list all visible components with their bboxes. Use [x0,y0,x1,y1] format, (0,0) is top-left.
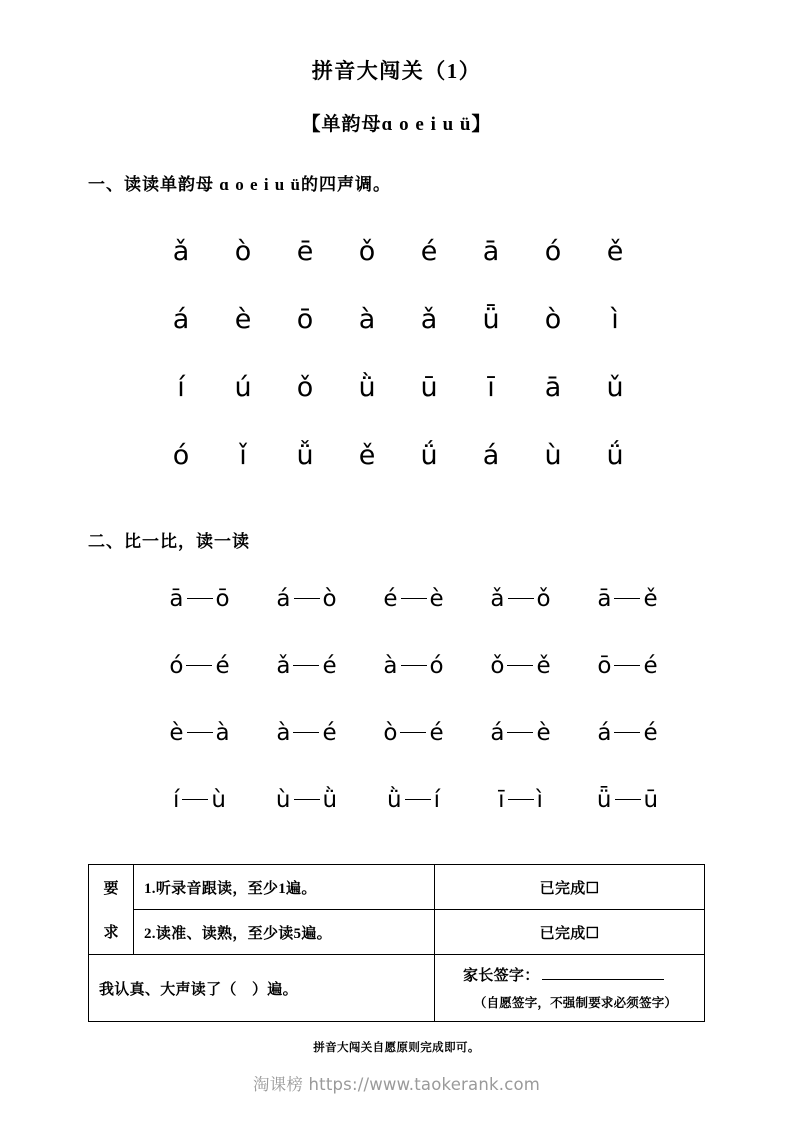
pair-right: é [429,720,444,746]
pair-left: ǎ [490,586,505,612]
pair-right: à [215,720,230,746]
pair-left: ò [383,720,398,746]
pair-left: ō [597,653,612,679]
dash-icon [294,598,320,600]
tone-cell: ǐ [239,439,247,471]
pair-left: à [383,653,398,679]
dash-icon [401,665,427,667]
tone-cell: é [420,235,438,267]
tone-cell: ǔ [606,371,624,403]
pair-row [146,700,793,767]
dash-icon [182,799,208,801]
pair-right: è [429,586,444,612]
pair-left: à [276,720,291,746]
dash-icon [615,799,641,801]
watermark: 淘课榜 https://www.taokerank.com [252,1075,541,1094]
dash-icon [187,732,213,734]
pair-item [253,789,360,812]
tone-cell: ā [544,371,562,403]
tone-row [150,421,650,489]
pair-item [360,588,467,611]
pair-right: ò [322,586,337,612]
tone-cell: á [482,439,500,471]
tone-row [150,217,650,285]
tone-cell: ó [544,235,562,267]
requirements-table [88,864,705,1022]
pair-left: ó [169,653,184,679]
dash-icon [405,799,431,801]
dash-icon [507,732,533,734]
pair-right: é [322,720,337,746]
tone-cell: è [234,303,252,335]
pair-right: ì [536,787,543,813]
dash-icon [187,598,213,600]
tone-cell: á [172,303,190,335]
pair-item [574,655,681,678]
pair-left: ǖ [596,787,612,813]
tone-cell: ò [234,235,252,267]
tone-cell: ò [544,303,562,335]
tone-cell: ú [234,371,252,403]
pair-right: ù [211,787,226,813]
tone-cell: ē [296,235,314,267]
dash-icon [294,799,320,801]
tone-cell: ǘ [606,439,624,471]
pair-item [253,655,360,678]
signature-blank[interactable] [542,965,664,980]
tone-cell: ǚ [296,439,314,471]
tone-cell: ǎ [172,235,190,267]
pair-left: á [597,720,612,746]
pair-item [146,789,253,812]
tone-cell: ǖ [482,303,500,335]
dash-icon [400,732,426,734]
tone-cell: ǜ [358,371,376,403]
pair-left: ù [275,787,291,813]
pair-right: è [536,720,551,746]
tone-cell: à [358,303,376,335]
tone-row [150,353,650,421]
requirements-label-char-1: 要 [89,865,134,910]
pair-item [467,655,574,678]
pair-item [146,655,253,678]
dash-icon [508,598,534,600]
pair-right: ó [429,653,444,679]
pair-item [360,789,467,812]
pair-left: è [169,720,184,746]
pair-right: ě [536,653,551,679]
dash-icon [401,598,427,600]
tone-cell: ī [487,371,495,403]
parent-signature-label: 家长签字： [463,968,540,984]
tone-row [150,285,650,353]
page-subtitle: 【单韵母ɑ o e i u ü】 [301,114,492,135]
section-2-heading: 二、比一比，读一读 [88,532,250,551]
tone-cell: ì [611,303,619,335]
pair-right: ō [215,586,230,612]
tone-cell: ě [606,235,624,267]
tone-cell: ǒ [296,371,314,403]
pair-right: í [433,787,440,813]
dash-icon [508,799,534,801]
dash-icon [614,665,640,667]
worksheet-page [0,55,793,1124]
pair-item [146,588,253,611]
pair-right: ǜ [322,787,338,813]
requirement-item-2-checkbox[interactable]: 已完成☐ [435,910,705,955]
requirement-item-1-text: 1.听录音跟读，至少1遍。 [134,865,435,910]
dash-icon [186,665,212,667]
pair-left: á [276,586,291,612]
section-1-heading: 一、读读单韵母 ɑ o e i u ü的四声调。 [88,175,391,194]
parent-signature-line[interactable] [463,964,704,985]
pair-left: ǜ [387,787,402,813]
pair-item [360,655,467,678]
dash-icon [293,732,319,734]
pair-right: é [322,653,337,679]
pair-row [146,566,793,633]
pair-left: ī [498,787,505,813]
dash-icon [507,665,533,667]
dash-icon [293,665,319,667]
pair-row [146,633,793,700]
pair-item [574,789,681,812]
pair-right: é [643,653,658,679]
footer-note: 拼音大闯关自愿原则完成即可。 [313,1042,480,1054]
dash-icon [614,598,640,600]
pair-left: ā [169,586,184,612]
requirement-item-1-checkbox[interactable]: 已完成☐ [435,865,705,910]
tone-cell: ě [358,439,376,471]
tone-cell: ǒ [358,235,376,267]
tone-cell: ā [482,235,500,267]
pair-item [253,722,360,745]
self-report-field[interactable]: 我认真、大声读了（ ）遍。 [89,955,435,1022]
tone-cell: ǘ [420,439,438,471]
tone-cell: ù [544,439,562,471]
pair-left: ā [597,586,612,612]
tone-cell: ō [296,303,314,335]
pair-left: í [173,787,180,813]
pair-item [467,789,574,812]
pair-item [253,588,360,611]
pair-item [146,722,253,745]
table-row [89,955,705,1022]
pair-left: á [490,720,505,746]
tone-cell: í [177,371,185,403]
page-title: 拼音大闯关（1） [311,59,482,83]
comparison-pairs-grid [146,566,793,834]
pair-left: ǎ [276,653,291,679]
pair-item [574,588,681,611]
requirements-label-char-2: 求 [89,910,134,955]
pair-right: ǒ [536,586,551,612]
pair-right: é [643,720,658,746]
table-row [89,865,705,910]
dash-icon [614,732,640,734]
tone-cell: ó [172,439,190,471]
pair-row [146,767,793,834]
pair-item [574,722,681,745]
pair-left: ǒ [490,653,505,679]
tone-cell: ǎ [420,303,438,335]
pair-item [360,722,467,745]
pair-right: ě [643,586,658,612]
pair-left: é [383,586,398,612]
tone-cell: ū [420,371,438,403]
pair-right: ū [643,787,659,813]
tone-practice-grid [150,217,650,489]
pair-item [467,722,574,745]
requirement-item-2-text: 2.读准、读熟，至少读5遍。 [134,910,435,955]
parent-signature-note: （自愿签字，不强制要求必须签字） [473,996,678,1010]
table-row [89,910,705,955]
parent-signature-cell[interactable] [435,955,705,1022]
pair-item [467,588,574,611]
pair-right: é [215,653,230,679]
